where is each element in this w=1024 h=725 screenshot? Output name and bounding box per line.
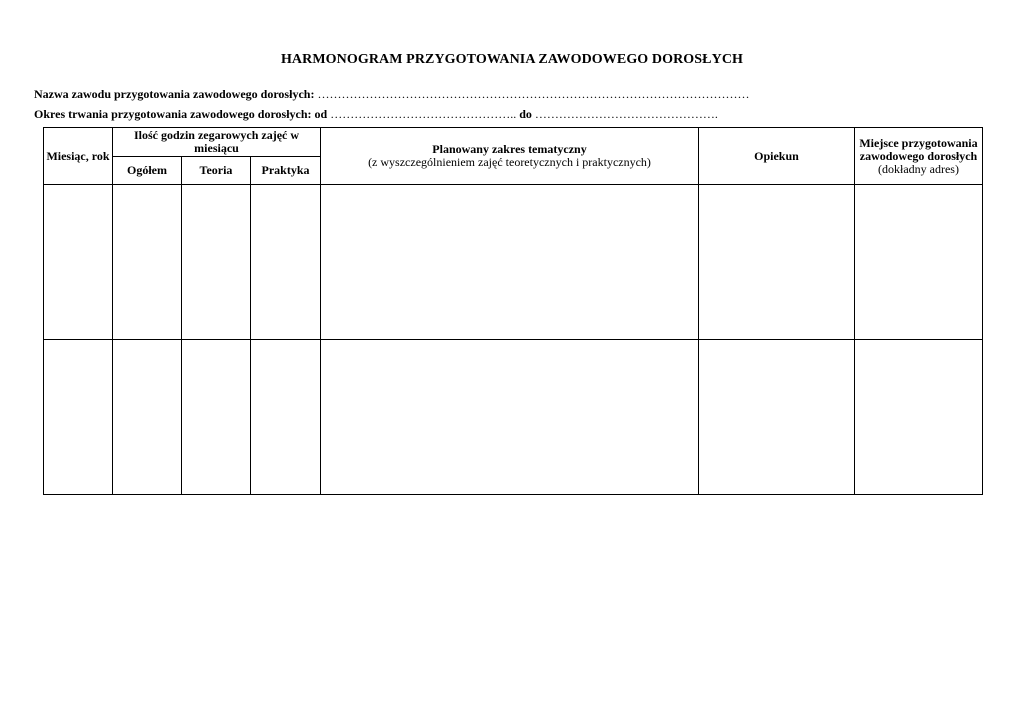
header-supervisor: Opiekun <box>699 128 855 185</box>
cell-month[interactable] <box>44 340 113 495</box>
cell-month[interactable] <box>44 185 113 340</box>
cell-place[interactable] <box>855 340 983 495</box>
header-scope <box>321 128 699 185</box>
cell-theory[interactable] <box>182 340 251 495</box>
header-hours-theory: Teoria <box>182 157 251 185</box>
schedule-table <box>43 127 983 495</box>
header-place <box>855 128 983 185</box>
cell-total[interactable] <box>113 185 182 340</box>
duration-label: Okres trwania przygotowania zawodowego dorosłych: od <box>34 107 328 121</box>
header-scope-note: (z wyszczególnieniem zajęć teoretycznych i praktycznych) <box>368 155 651 169</box>
profession-field <box>34 87 749 102</box>
cell-theory[interactable] <box>182 185 251 340</box>
cell-scope[interactable] <box>321 185 699 340</box>
cell-scope[interactable] <box>321 340 699 495</box>
cell-supervisor[interactable] <box>699 185 855 340</box>
cell-supervisor[interactable] <box>699 340 855 495</box>
header-month-year: Miesiąc, rok <box>44 128 113 185</box>
header-place-title: Miejsce przygotowania zawodowego dorosłych <box>859 135 978 163</box>
header-hours-total: Ogółem <box>113 157 182 185</box>
duration-from-dots[interactable]: ……………………………………….. <box>330 107 517 121</box>
duration-to-dots[interactable]: ………………………………………. <box>534 107 718 121</box>
profession-label: Nazwa zawodu przygotowania zawodowego dorosłych: <box>34 87 315 101</box>
cell-practice[interactable] <box>251 340 321 495</box>
profession-dots[interactable]: ……………………………………………………………………………………………… <box>317 87 750 101</box>
duration-field <box>34 107 718 122</box>
cell-place[interactable] <box>855 185 983 340</box>
header-hours-practice: Praktyka <box>251 157 321 185</box>
header-hours: Ilość godzin zegarowych zajęć w miesiącu <box>113 128 321 157</box>
header-place-note: (dokładny adres) <box>878 161 959 176</box>
header-scope-title: Planowany zakres tematyczny <box>432 142 587 156</box>
cell-total[interactable] <box>113 340 182 495</box>
cell-practice[interactable] <box>251 185 321 340</box>
document-title: HARMONOGRAM PRZYGOTOWANIA ZAWODOWEGO DOROSŁYCH <box>280 52 744 67</box>
table-row <box>44 340 983 495</box>
duration-to-label: do <box>519 107 532 121</box>
table-row <box>44 185 983 340</box>
